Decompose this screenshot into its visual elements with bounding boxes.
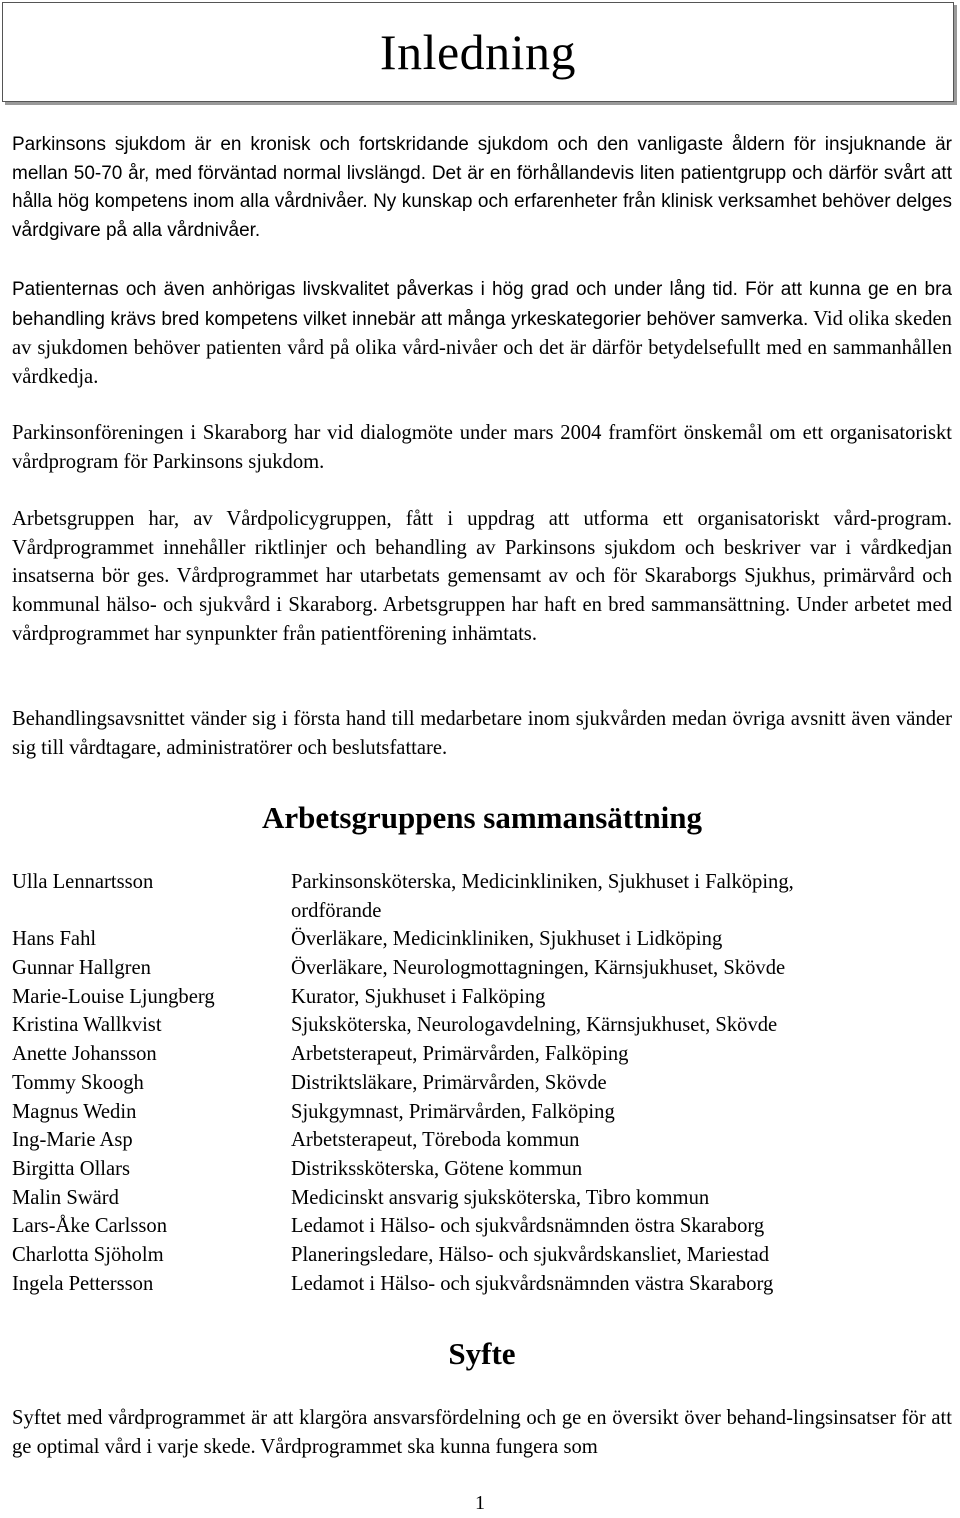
intro-paragraph-2-sans: Patienternas och även anhörigas livskvalitet påverkas i hög grad och under lång tid. För att kunna ge en bra behandling krävs bred kompetens vilket innebär att många yrkeskategorier behöver samverka. [12,279,952,330]
member-name: Ulla Lennartsson [12,871,154,893]
page-title: Inledning [379,24,577,80]
member-role: Distriktsläkare, Primärvården, Skövde [291,1071,607,1094]
page-number: 1 [475,1492,485,1514]
member-name: Hans Fahl [12,928,97,951]
group-heading: Arbetsgruppens sammansättning [261,800,703,835]
member-row [12,1126,957,1155]
member-role: Överläkare, Neurologmottagningen, Kärnsjukhuset, Skövde [291,957,786,980]
member-name: Tommy Skoogh [12,1071,144,1094]
member-role: Sjuksköterska, Neurologavdelning, Kärnsjukhuset, Skövde [291,1014,778,1037]
member-role: Överläkare, Medicinkliniken, Sjukhuset i Lidköping [291,928,723,951]
member-row [12,1270,957,1299]
member-name: Magnus Wedin [12,1100,137,1123]
intro-paragraph-3: Parkinsonföreningen i Skaraborg har vid dialogmöte under mars 2004 framfört önskemål om ett organisatoriskt vårdprogram för Parkinsons sjukdom. [12,422,952,473]
intro-paragraph-2-serif: Vid olika skeden av sjukdomen behöver patienten vård på olika vård-nivåer och det är därför betydelsefullt med en sammanhållen vårdkedja. [12,307,952,389]
member-role: Ledamot i Hälso- och sjukvårdsnämnden västra Skaraborg [291,1272,774,1295]
member-name: Lars-Åke Carlsson [12,1215,167,1238]
syfte-heading: Syfte [448,1336,516,1371]
member-name: Ingela Pettersson [12,1272,154,1295]
member-list [12,868,957,1298]
member-role: Sjukgymnast, Primärvården, Falköping [291,1100,615,1123]
member-row [12,1241,957,1270]
intro-paragraph-2 [12,275,952,392]
member-role: Arbetsterapeut, Primärvården, Falköping [291,1043,629,1066]
member-name: Gunnar Hallgren [12,957,151,980]
member-name: Malin Swärd [12,1186,119,1209]
intro-paragraph-4: Arbetsgruppen har, av Vårdpolicygruppen, fått i uppdrag att utforma ett organisatoriskt vård-program. Vårdprogrammet innehåller riktlinjer och behandling av Parkinsons sjukdom och beskriver var i vårdkedjan insatserna bör ges. Vårdprogrammet har utarbetats gemensamt av och för Skaraborgs Sjukhus, primärvård och kommunal hälso- och sjukvård i Skaraborg. Arbetsgruppen har haft en bred sammansättning. Under arbetet med vårdprogrammet har synpunkter från patientförening inhämtats. [12,508,952,645]
title-box [2,2,954,102]
member-role-cont: ordförande [291,899,382,922]
member-row [12,1098,957,1127]
member-row [12,1069,957,1098]
member-name: Birgitta Ollars [12,1157,131,1180]
member-role: Ledamot i Hälso- och sjukvårdsnämnden östra Skaraborg [291,1215,765,1238]
member-name: Ing-Marie Asp [12,1129,133,1152]
member-name: Kristina Wallkvist [12,1014,162,1037]
member-role: Planeringsledare, Hälso- och sjukvårdskansliet, Mariestad [291,1243,770,1266]
intro-paragraph-1: Parkinsons sjukdom är en kronisk och fortskridande sjukdom och den vanligaste åldern för insjuknande är mellan 50-70 år, med förväntad normal livslängd. Det är en förhållandevis liten patientgrupp och därför svårt att hålla hög kompetens inom alla vårdnivåer. Ny kunskap och erfarenheter från klinisk verksamhet behöver delges vårdgivare på alla vårdnivåer. [12,134,952,242]
member-row [12,1040,957,1069]
intro-paragraph-5: Behandlingsavsnittet vänder sig i första hand till medarbetare inom sjukvården medan övriga avsnitt även vänder sig till vårdtagare, administratörer och beslutsfattare. [12,708,952,759]
syfte-paragraph: Syftet med vårdprogrammet är att klargöra ansvarsfördelning och ge en översikt över behand-lingsinsatser för att ge optimal vård i varje skede. Vårdprogrammet ska kunna fungera som [12,1407,952,1458]
member-row [12,983,957,1012]
member-row [12,954,957,983]
member-row [12,1184,957,1213]
member-role: Arbetsterapeut, Töreboda kommun [291,1129,580,1152]
member-role: Distrikssköterska, Götene kommun [291,1157,583,1180]
member-role: Kurator, Sjukhuset i Falköping [291,985,546,1008]
member-role: Parkinsonsköterska, Medicinkliniken, Sjukhuset i Falköping, [291,871,794,893]
member-row [12,925,957,954]
member-row [12,868,957,925]
member-role: Medicinskt ansvarig sjuksköterska, Tibro kommun [291,1186,710,1209]
member-row [12,1212,957,1241]
member-name: Anette Johansson [12,1043,157,1066]
member-name: Charlotta Sjöholm [12,1243,164,1266]
member-name: Marie-Louise Ljungberg [12,985,215,1008]
member-row [12,1011,957,1040]
member-row [12,1155,957,1184]
